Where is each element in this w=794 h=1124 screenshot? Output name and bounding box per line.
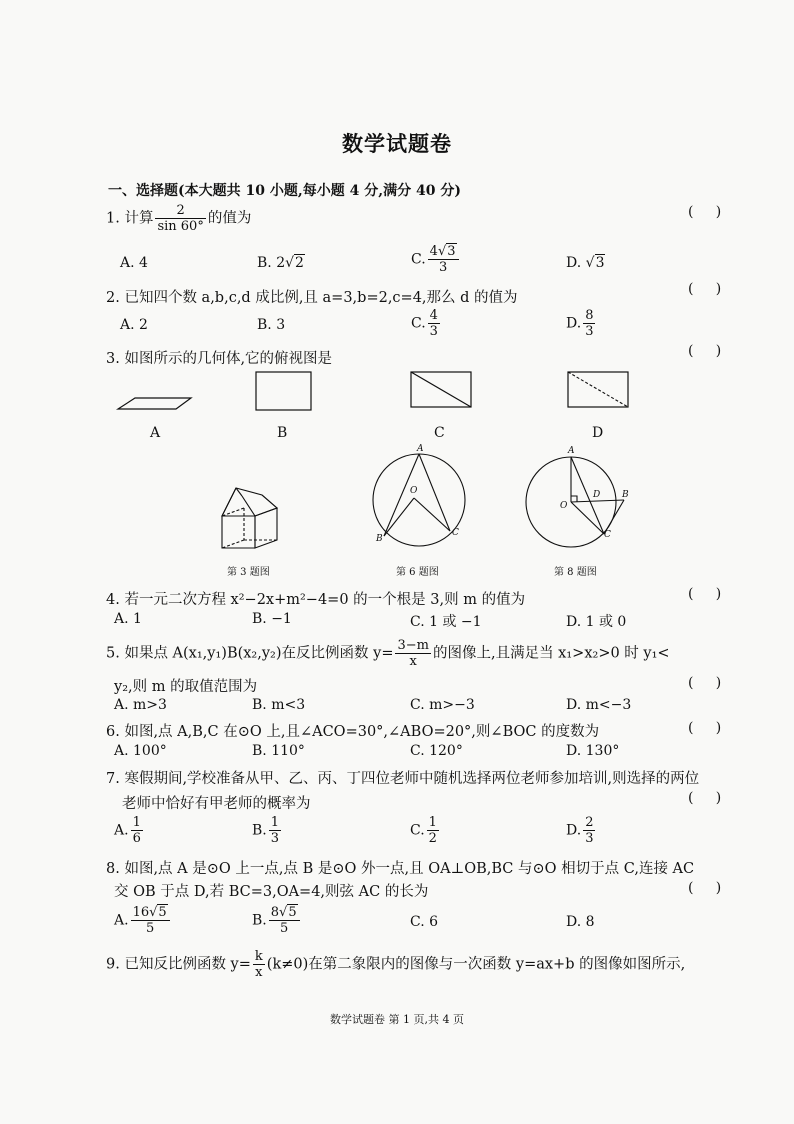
q4-option-b: B. −1	[252, 611, 292, 627]
q7-option-c-num: 1	[428, 815, 437, 830]
fig8-caption: 第 8 题图	[554, 567, 597, 578]
q6-option-d: D. 130°	[566, 743, 620, 759]
q2-option-d-prefix: D.	[566, 315, 582, 332]
q8-option-a-fraction	[131, 905, 170, 936]
q7-stem-line2: 老师中恰好有甲老师的概率为	[122, 796, 311, 812]
q7-option-b-den: 3	[270, 831, 280, 846]
q4-option-d: D. 1 或 0	[566, 614, 627, 630]
page-title: 数学试题卷	[342, 131, 452, 156]
q7-option-b-prefix: B.	[252, 822, 267, 839]
q8-option-b-fraction	[269, 905, 300, 936]
q5-answer-paren: ( )	[688, 675, 722, 691]
q5-option-d: D. m<−3	[566, 697, 632, 713]
q1-option-a: A. 4	[120, 255, 148, 271]
question-5	[106, 638, 670, 669]
q9-stem-suffix: (k≠0)在第二象限内的图像与一次函数 y=ax+b 的图像如图所示,	[266, 956, 686, 973]
q8-option-a-radicand: 5	[158, 905, 167, 920]
sqrt-icon: √	[279, 905, 288, 920]
sqrt-icon: √	[285, 255, 295, 271]
q8-option-a	[114, 905, 172, 936]
question-9	[106, 949, 685, 980]
question-4: 4. 若一元二次方程 x²−2x+m²−4=0 的一个根是 3,则 m 的值为	[106, 592, 526, 608]
q8-option-c: C. 6	[410, 914, 439, 930]
sqrt-icon: √	[585, 255, 595, 271]
question-8: 8. 如图,点 A 是⊙O 上一点,点 B 是⊙O 外一点,且 OA⊥OB,BC 与⊙O 相切于点 C,连接 AC	[106, 861, 695, 877]
fig8-label-a: A	[568, 446, 575, 456]
q7-option-a-fraction	[131, 815, 143, 846]
question-6: 6. 如图,点 A,B,C 在⊙O 上,且∠ACO=30°,∠ABO=20°,则∠BOC 的度数为	[106, 724, 600, 740]
q5-option-a: A. m>3	[114, 697, 167, 713]
q2-option-c-prefix: C.	[411, 315, 426, 332]
fig8-label-d: D	[593, 490, 601, 500]
q7-option-a-prefix: A.	[114, 822, 129, 839]
q7-option-d	[566, 815, 597, 846]
q1-option-b-prefix: B. 2	[257, 255, 286, 271]
q8-option-b-den: 5	[280, 921, 289, 936]
q1-option-c-den: 3	[438, 260, 448, 275]
q8-answer-paren: ( )	[688, 880, 722, 896]
q7-option-d-den: 3	[585, 831, 594, 846]
q5-option-b: B. m<3	[252, 697, 306, 713]
fig6-label-o: O	[410, 486, 418, 496]
question-3: 3. 如图所示的几何体,它的俯视图是	[106, 351, 333, 367]
q7-option-c	[410, 815, 441, 846]
q5-option-c: C. m>−3	[410, 697, 475, 713]
q1-option-c-prefix: C.	[411, 251, 426, 268]
q3-figure-label-a: A	[150, 425, 161, 441]
fig6-caption: 第 6 题图	[396, 567, 439, 578]
q7-option-c-prefix: C.	[410, 822, 425, 839]
q7-option-d-fraction	[583, 815, 595, 846]
section-heading: 一、选择题(本大题共 10 小题,每小题 4 分,满分 40 分)	[108, 183, 461, 199]
q2-answer-paren: ( )	[688, 281, 722, 297]
q7-option-a-den: 6	[132, 831, 141, 846]
fig8-label-c: C	[604, 530, 611, 540]
q8-option-d: D. 8	[566, 914, 595, 930]
q7-option-c-den: 2	[428, 831, 437, 846]
q8-option-b	[252, 905, 302, 936]
q5-fraction	[395, 638, 431, 669]
q9-fraction	[253, 949, 265, 980]
page-footer: 数学试题卷 第 1 页,共 4 页	[330, 1013, 464, 1026]
q5-stem-line2: y₂,则 m 的取值范围为	[114, 679, 258, 695]
fig3-caption: 第 3 题图	[227, 567, 270, 578]
q7-option-b-num: 1	[270, 815, 280, 830]
q4-answer-paren: ( )	[688, 586, 722, 602]
q5-stem-suffix: 的图像上,且满足当 x₁>x₂>0 时 y₁<	[432, 645, 670, 662]
q7-option-a-num: 1	[132, 815, 141, 830]
q6-answer-paren: ( )	[688, 720, 722, 736]
q1-answer-paren: ( )	[688, 204, 722, 220]
q7-option-b	[252, 815, 283, 846]
fig3-solid	[222, 488, 277, 548]
q4-option-c: C. 1 或 −1	[410, 614, 482, 630]
q1-option-c-coef: 4	[429, 244, 438, 259]
q7-option-d-prefix: D.	[566, 822, 582, 839]
q2-option-c-den: 3	[429, 324, 438, 339]
fig8-label-o: O	[560, 501, 568, 511]
sqrt-icon: √	[437, 244, 447, 259]
q6-option-a: A. 100°	[114, 743, 167, 759]
q3-figure-label-c: C	[434, 425, 445, 441]
sqrt-icon: √	[149, 905, 158, 920]
q6-option-c: C. 120°	[410, 743, 463, 759]
q7-option-c-fraction	[427, 815, 439, 846]
q8-stem-line2: 交 OB 于点 D,若 BC=3,OA=4,则弦 AC 的长为	[114, 884, 429, 900]
q2-option-a: A. 2	[120, 317, 148, 333]
q9-frac-num: k	[254, 949, 263, 964]
q9-frac-den: x	[255, 965, 263, 980]
q5-frac-den: x	[409, 654, 417, 669]
q7-option-d-num: 2	[585, 815, 594, 830]
q1-stem-suffix: 的值为	[207, 210, 252, 227]
q8-option-a-num	[131, 905, 170, 921]
q1-stem-prefix: 1. 计算	[106, 210, 154, 227]
fig8-label-b: B	[622, 490, 629, 500]
q7-option-b-fraction	[269, 815, 281, 846]
q8-option-b-coef: 8	[270, 905, 280, 920]
q1-option-c-radicand: 3	[447, 244, 456, 259]
q7-option-a	[114, 815, 145, 846]
q1-frac-den: sin 60°	[157, 219, 204, 234]
q3-figure-label-d: D	[592, 425, 604, 441]
q6-option-b: B. 110°	[252, 743, 305, 759]
q5-stem-prefix: 5. 如果点 A(x₁,y₁)B(x₂,y₂)在反比例函数 y=	[106, 645, 394, 662]
fig6-label-c: C	[452, 528, 459, 538]
question-7: 7. 寒假期间,学校准备从甲、乙、丙、丁四位老师中随机选择两位老师参加培训,则选择的两位	[106, 771, 700, 787]
q2-option-d-den: 3	[585, 324, 594, 339]
q5-frac-num: 3−m	[397, 638, 429, 653]
q8-option-b-num	[269, 905, 300, 921]
q2-option-b: B. 3	[257, 317, 286, 333]
q9-stem-prefix: 9. 已知反比例函数 y=	[106, 956, 251, 973]
q2-option-d-num: 8	[585, 308, 594, 323]
q4-option-a: A. 1	[114, 611, 142, 627]
q1-frac-num: 2	[155, 203, 205, 219]
q3-answer-paren: ( )	[688, 343, 722, 359]
question-2: 2. 已知四个数 a,b,c,d 成比例,且 a=3,b=2,c=4,那么 d 的值为	[106, 290, 518, 306]
q8-option-b-radicand: 5	[288, 905, 297, 920]
q1-option-d-prefix: D.	[566, 255, 582, 271]
fig6-label-b: B	[376, 534, 383, 544]
q1-option-b-radicand: 2	[295, 255, 304, 271]
q3-figure-label-b: B	[277, 425, 288, 441]
q8-option-a-den: 5	[145, 921, 155, 936]
fig6-label-a: A	[417, 444, 424, 454]
q1-option-d-radicand: 3	[595, 255, 605, 271]
q2-option-c-num: 4	[429, 308, 438, 323]
q8-option-a-coef: 16	[132, 905, 150, 920]
q8-option-b-prefix: B.	[252, 912, 267, 929]
q7-answer-paren: ( )	[688, 790, 722, 806]
q8-option-a-prefix: A.	[114, 912, 129, 929]
